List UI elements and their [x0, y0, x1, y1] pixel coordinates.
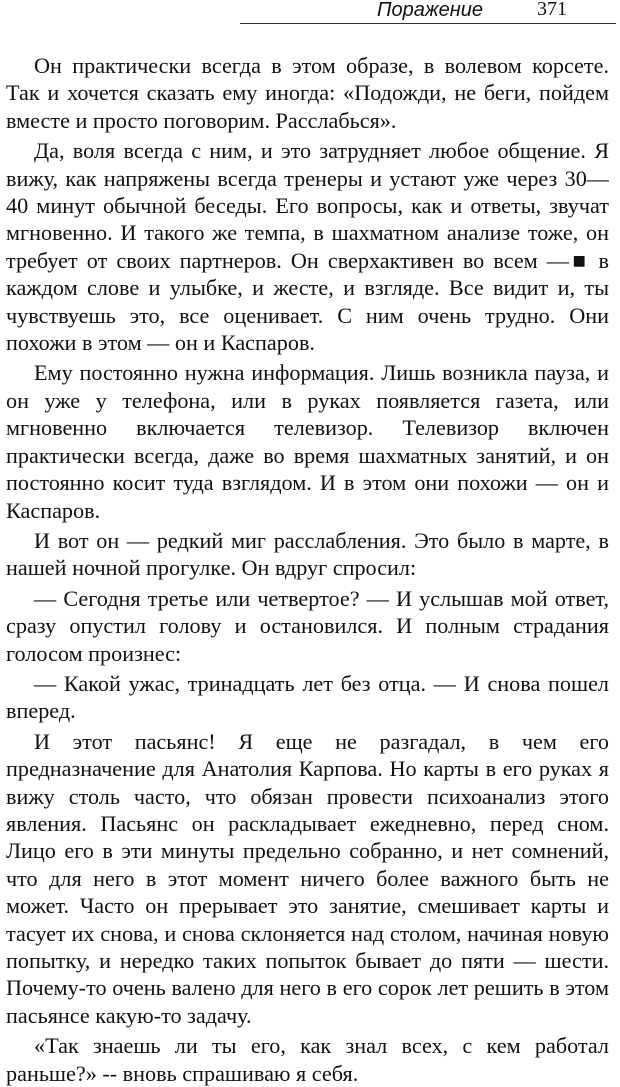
paragraph-1: Он практически всегда в этом образе, в волевом корсете. Так и хочется сказать ему иногда: «Подожди, не беги, пойдем вместе и просто поговорим. Расслабься».: [6, 53, 609, 133]
paragraph-5: — Сегодня третье или четвертое? — И услышав мой ответ, сразу опустил голову и остановился. И полным страдания голосом произнес:: [6, 585, 609, 666]
paragraph-8: «Так знаешь ли ты его, как знал всех, с кем работал раньше?» -- вновь спрашиваю я себя.: [6, 1033, 609, 1086]
paragraph-3: Ему постоянно нужна информация. Лишь возникла пауза, и он уже у телефона, или в руках появляется газета, или мгновенно включается телевизор. Телевизор включен практически всегда, даже во время шахматных занятий, и он постоянно косит туда взглядом. И в этом они похожи — он и Каспаров.: [6, 360, 609, 523]
paragraph-2: Да, воля всегда с ним, и это затрудняет любое общение. Я вижу, как напряжены всегда тренеры и устают уже через 30—40 минут обычной беседы. Его вопросы, как и ответы, звучат мгновенно. И такого же темпа, в шахматном анализе тоже, он требует от своих партнеров. Он сверхактивен во всем —■ в каждом слове и улыбке, и жесте, и взгляде. Все видит и, ты чувствуешь это, все оценивает. С ним очень трудно. Они похожи в этом — он и Каспаров.: [6, 138, 609, 356]
paragraph-4: И вот он — редкий миг расслабления. Это было в марте, в нашей ночной прогулке. Он вдруг спросил:: [6, 527, 609, 581]
header-rule: [240, 23, 616, 24]
paragraph-7: И этот пасьянс! Я еще не разгадал, в чем его предназначение для Анатолия Карпова. Но карты в его руках я вижу столь часто, что обязан провести психоанализ этого явления. Пасьянс он раскладывает ежедневно, перед сном. Лицо его в эти минуты предельно собранно, и нет сомнений, что для него в этот момент ничего более важного быть не может. Часто он прерывает это занятие, смешивает карты и тасует их снова, и снова склоняется над столом, начиная новую попытку, и нередко таких попыток бывает до пяти — шести. Почему-то очень валено для него в его сорок лет решить в этом пасьянсе какую-то задачу.: [6, 728, 609, 1028]
page-number: 371: [537, 0, 567, 20]
paragraph-6: — Какой ужас, тринадцать лет без отца. — И снова пошел вперед.: [6, 670, 609, 724]
running-header: [240, 0, 616, 24]
chapter-title: Поражение: [377, 0, 483, 21]
body-text: [6, 52, 609, 1087]
